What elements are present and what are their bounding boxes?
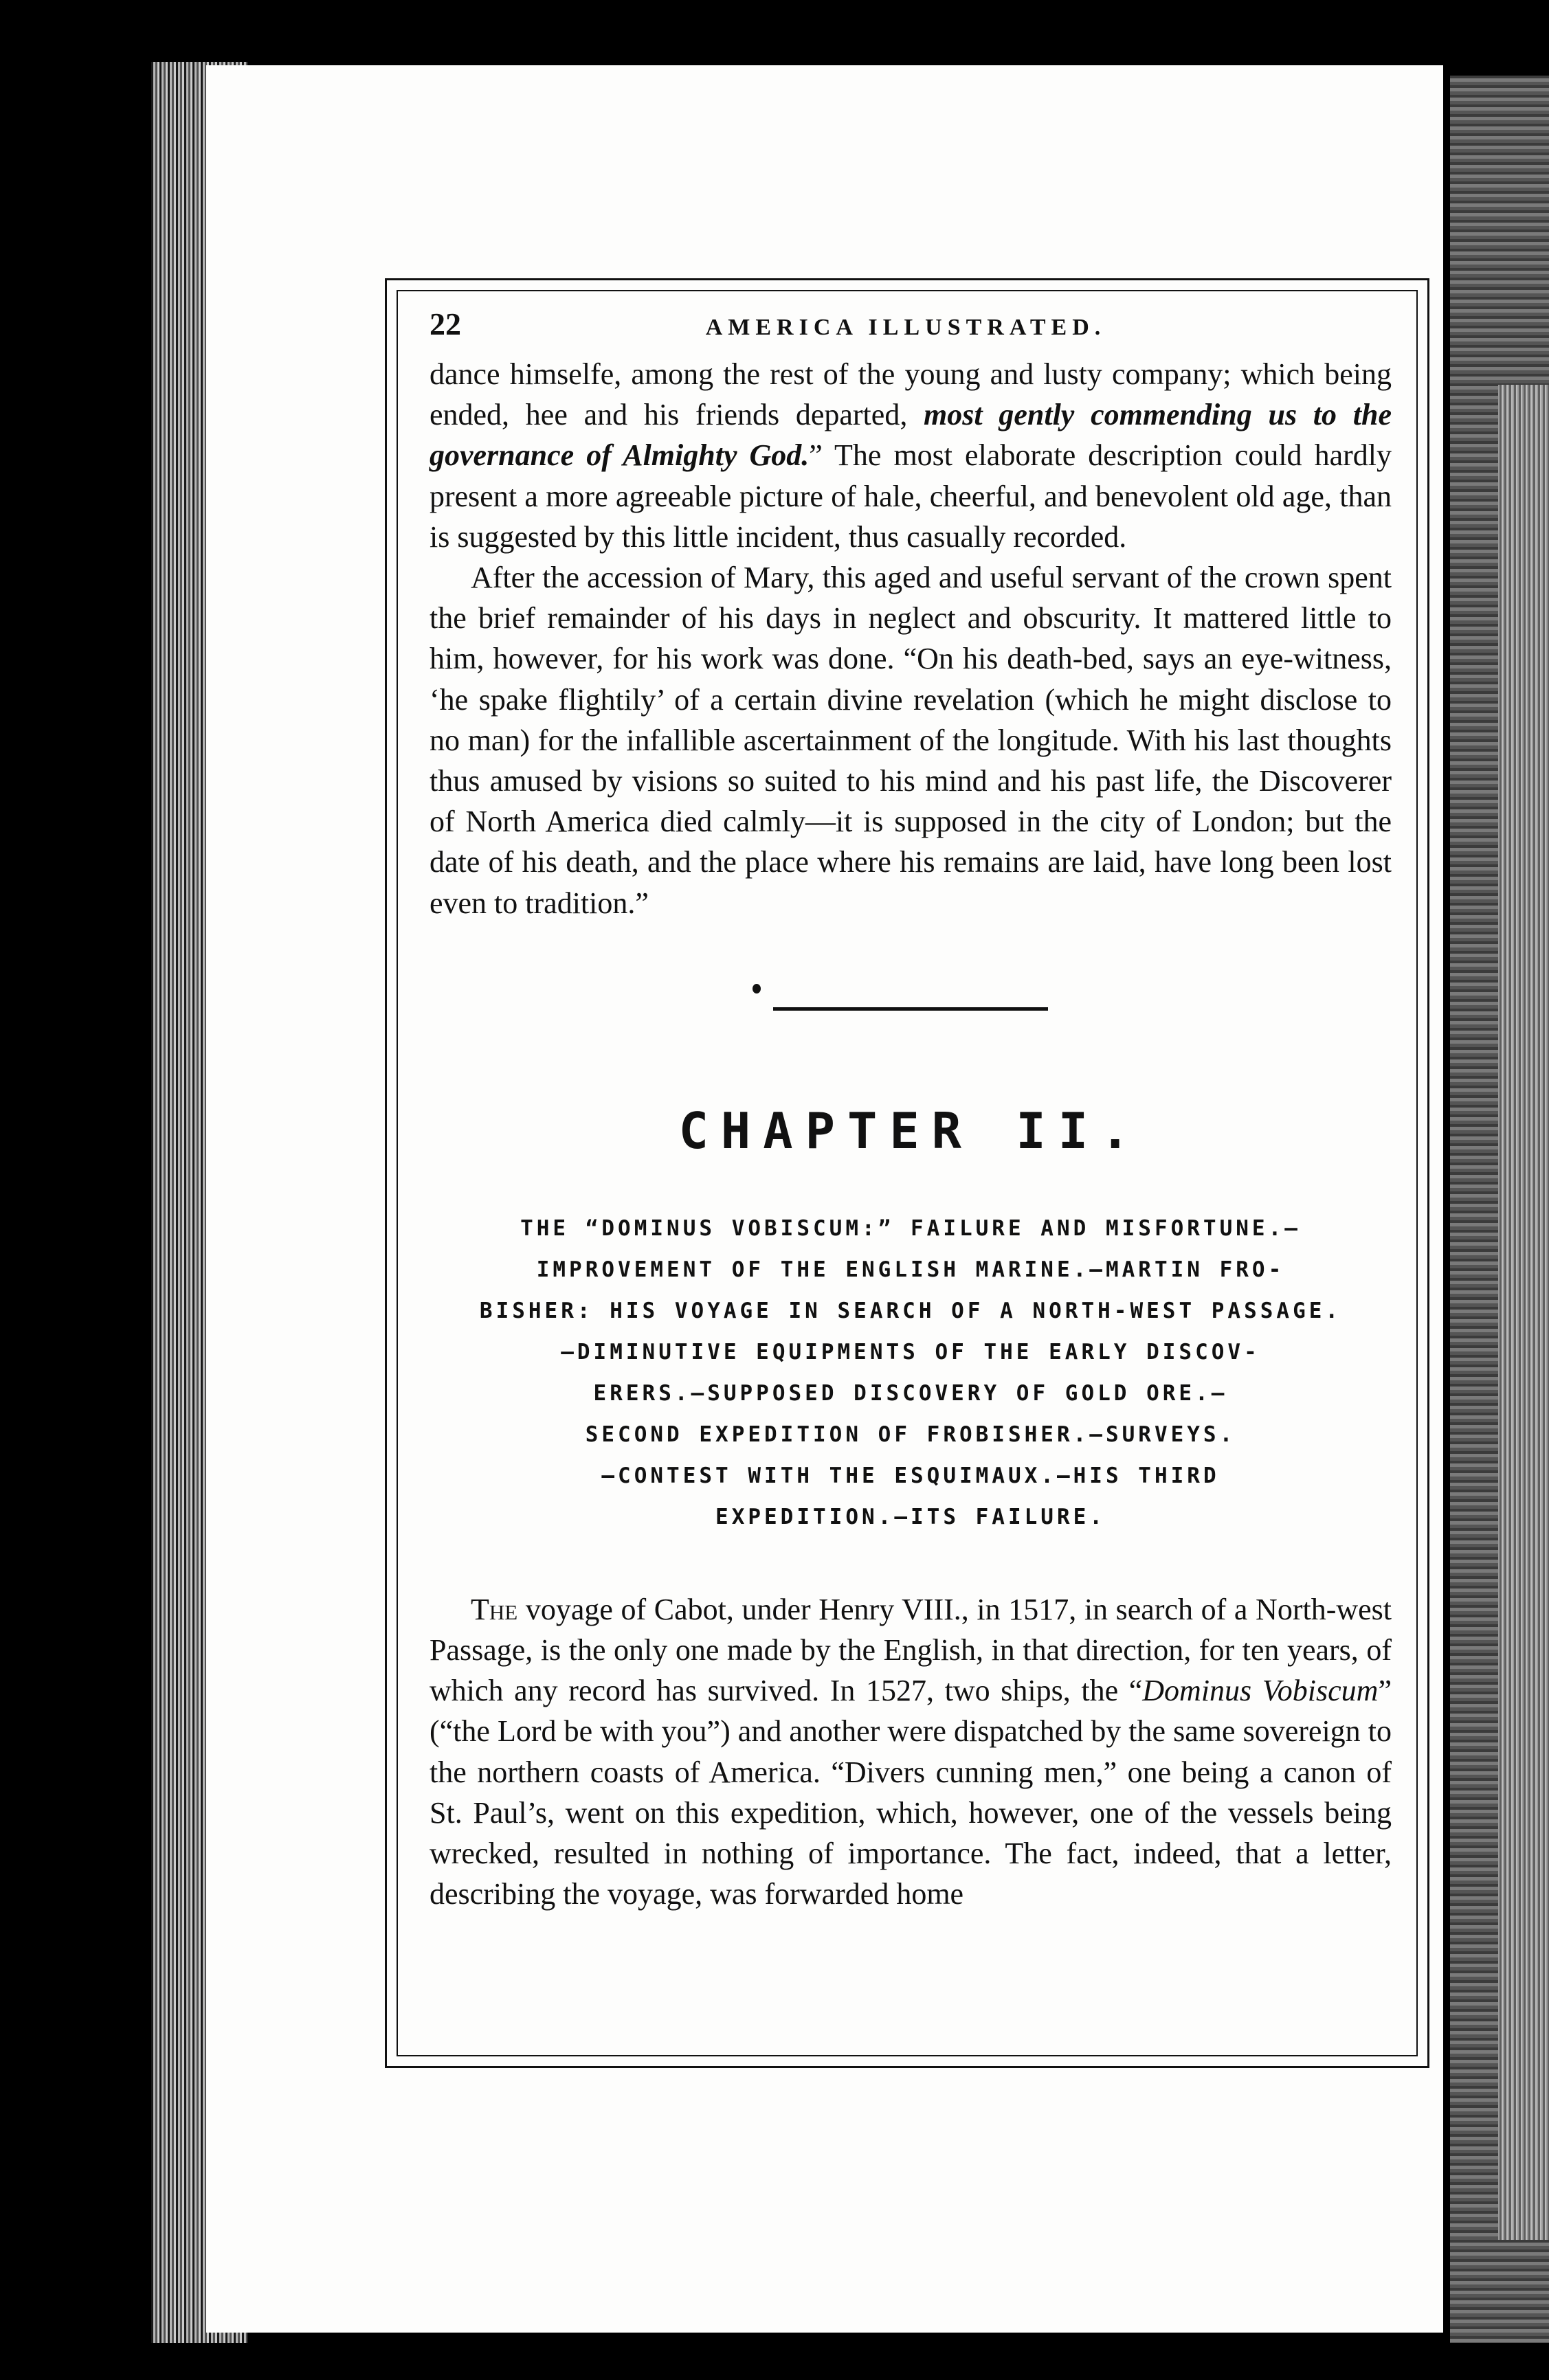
running-title: AMERICA ILLUSTRATED. [705,315,1106,340]
running-head [430,306,1392,354]
synopsis-line: ERERS.—SUPPOSED DISCOVERY OF GOLD ORE.— [593,1380,1228,1406]
facing-page-texture [1498,385,1549,2240]
paragraph-3-lead-word: The [471,1592,518,1626]
synopsis-line: —CONTEST WITH THE ESQUIMAUX.—HIS THIRD [601,1463,1220,1488]
page-number: 22 [430,306,461,341]
page-content [430,306,1392,1914]
chapter-synopsis [430,1208,1392,1538]
paragraph-2: After the accession of Mary, this aged and useful servant of the crown spent the brief remainder of his days in neglect and obscurity. It mattered little to him, however, for his work was done. “On his death-bed, says an eye-witness, ‘he spake flightily’ of a certain divine revelation (which he might disclose to no man) for the infallible ascertainment of the longitude. With his last thoughts thus amused by visions so suited to his mind and his past life, the Discoverer of North America died calmly—it is supposed in the city of London; but the date of his death, and the place where his remains are laid, have long been lost even to tradition.” [430,561,1392,920]
divider-line [773,1007,1048,1011]
synopsis-line: IMPROVEMENT OF THE ENGLISH MARINE.—MARTIN FRO- [536,1257,1285,1282]
paragraph-1-text-a: dance himselfe, among the rest of the young and lusty company; which being ended, hee and his friends departed, [430,357,1392,432]
synopsis-line: SECOND EXPEDITION OF FROBISHER.—SURVEYS. [585,1422,1236,1447]
paragraph-3 [430,1589,1392,1915]
synopsis-line: BISHER: HIS VOYAGE IN SEARCH OF A NORTH-WEST PASSAGE. [479,1298,1342,1323]
chapter-heading: CHAPTER II. [678,1101,1143,1160]
paragraph-3-text-a: voyage of Cabot, under Henry VIII., in 1517, in search of a North-west Passage, is the only one made by the English, in that direction, for ten years, of which any record has survived. In 1527, two ships, the “ [430,1592,1392,1708]
paragraph-3-text-b: ” (“the Lord be with you”) and another were dispatched by the same sovereign to the northern coasts of America. “Divers cunning men,” one being a canon of St. Paul’s, went on this expedition, which, however, one of the vessels being wrecked, resulted in nothing of importance. The fact, indeed, that a letter, describing the voyage, was forwarded home [430,1674,1392,1911]
paragraph-1 [430,354,1392,557]
divider-dot [753,984,761,993]
synopsis-line: EXPEDITION.—ITS FAILURE. [715,1504,1106,1529]
section-divider [430,923,1392,1026]
synopsis-line: THE “DOMINUS VOBISCUM:” FAILURE AND MISFORTUNE.— [520,1215,1301,1241]
paragraph-1-italic: most gently commending us to the governance of Almighty God. [430,398,1392,473]
paragraph-1-text-b: ” The most elaborate description could hardly present a more agreeable picture of hale, cheerful, and benevolent old age, than is suggested by this little incident, thus casually recorded. [430,438,1392,554]
paragraph-3-italic: Dominus Vobiscum [1142,1674,1379,1708]
synopsis-line: —DIMINUTIVE EQUIPMENTS OF THE EARLY DISCOV- [561,1339,1260,1365]
